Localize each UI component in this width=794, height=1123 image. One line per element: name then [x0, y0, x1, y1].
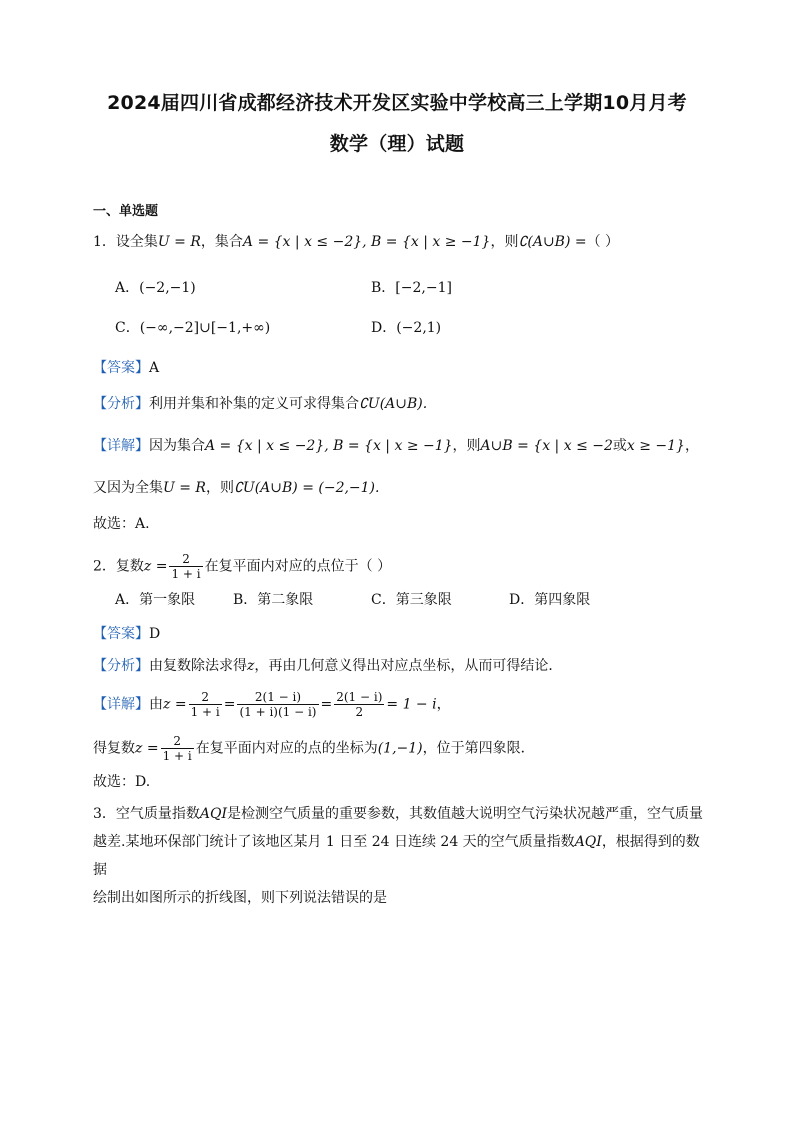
- q2-detail2-z: z =: [135, 740, 159, 757]
- q1-detail2-text: 又因为全集: [93, 480, 163, 496]
- detail-tag: 【详解】: [93, 438, 149, 454]
- analysis-tag: 【分析】: [93, 396, 149, 412]
- q1-analysis-expr: ∁U(A∪B).: [359, 396, 428, 412]
- q2-stem-prefix: 2．复数: [93, 558, 144, 575]
- q1-option-b: B．[−2,−1]: [371, 280, 452, 296]
- q2-detail-fraction3: [334, 690, 384, 719]
- q2-analysis-text: 由复数除法求得: [149, 658, 247, 674]
- fraction-numerator: 2(1 − i): [336, 690, 383, 704]
- analysis-tag: 【分析】: [93, 658, 149, 674]
- q1-answer: [93, 358, 159, 378]
- q1-blank: （ ）: [586, 234, 620, 250]
- q1-detail: [93, 436, 699, 456]
- q1-stem-tail: ，则: [490, 234, 519, 250]
- q2-detail-comma: ，: [436, 696, 451, 713]
- q3-line1: [93, 800, 705, 828]
- q2-analysis-text2: ，再由几何意义得出对应点坐标，从而可得结论．: [254, 658, 563, 674]
- q1-expr: (A∪B) =: [527, 234, 587, 250]
- q1-detail-text1: 因为集合: [149, 438, 205, 454]
- doc-title-line2: 数学（理）试题: [329, 133, 465, 155]
- q1-detail-union-end: x ≥ −1}: [626, 438, 685, 454]
- q3-aqi: AQI: [199, 806, 228, 822]
- answer-tag: 【答案】: [93, 360, 149, 376]
- q2-answer: [93, 624, 160, 644]
- q1-stem-mid: ，集合: [200, 234, 243, 250]
- q1-detail2-then: ，则: [205, 480, 234, 496]
- q2-stem: [93, 552, 391, 581]
- fraction-numerator: 2(1 − i): [237, 690, 318, 705]
- q2-analysis-z: z: [247, 658, 255, 674]
- q1-choose: 故选：A.: [93, 516, 150, 532]
- fraction-denominator: 2: [355, 705, 364, 719]
- equals-sign: =: [223, 696, 236, 713]
- q2-detail2-tail: 在复平面内对应的点的坐标为: [195, 740, 378, 757]
- q2-detail-result: = 1 − i: [386, 696, 437, 713]
- fraction-numerator: 2: [169, 552, 202, 567]
- q1-option-a: A．(−2,−1): [115, 280, 196, 296]
- q3-text3: 越差.某地环保部门统计了该地区某月 1 日至 24 日连续 24 天的空气质量指数: [93, 834, 575, 850]
- q3-text5: 绘制出如图所示的折线图，则下列说法错误的是: [93, 890, 387, 906]
- q2-option-c: C．第三象限: [371, 592, 452, 608]
- detail-tag: 【详解】: [93, 696, 149, 713]
- q1-stem-prefix: 1．设全集: [93, 234, 158, 250]
- q2-detail-fraction2: [237, 690, 318, 719]
- q1-detail2-expr: ∁U(A∪B) = (−2,−1).: [233, 480, 380, 496]
- fraction-numerator: 2: [189, 690, 222, 705]
- q2-detail2-point: (1,−1): [377, 740, 423, 757]
- q3-text2: 是检测空气质量的重要参数，其数值越大说明空气污染状况越严重，空气质量: [227, 806, 704, 822]
- q2-analysis: [93, 656, 562, 676]
- q2-detail2-fraction: [161, 734, 194, 763]
- q1-answer-value: A: [149, 360, 160, 376]
- q3-text4: ，根据得到的数据: [93, 834, 700, 878]
- q1-detail2-universal: U = R: [163, 480, 206, 496]
- q2-answer-value: D: [149, 626, 161, 642]
- q3-line3: [93, 884, 705, 912]
- q2-detail2: [93, 734, 535, 763]
- q2-fraction: [169, 552, 202, 581]
- q1-detail-comma: ，: [684, 438, 699, 454]
- q2-option-d: D．第四象限: [509, 592, 591, 608]
- q1-complement-symbol: ∁: [518, 234, 528, 250]
- q2-detail2-end: ，位于第四象限．: [422, 740, 535, 757]
- q2-detail-z: z =: [163, 696, 187, 713]
- fraction-denominator: 1 + i: [162, 749, 192, 763]
- q2-detail-fraction1: [189, 690, 222, 719]
- q1-detail-or: 或: [612, 438, 627, 454]
- q2-detail: [93, 690, 451, 719]
- q3-line2: [93, 828, 705, 884]
- fraction-numerator: 2: [161, 734, 194, 749]
- q1-stem: [93, 232, 619, 252]
- q3-aqi: AQI: [574, 834, 602, 850]
- q3-text1: 3．空气质量指数: [93, 806, 200, 822]
- q1-option-d: D．(−2,1): [371, 320, 442, 336]
- q1-analysis: [93, 394, 427, 414]
- q2-option-b: B．第二象限: [233, 592, 314, 608]
- equals-sign: =: [320, 696, 333, 713]
- fraction-denominator: 1 + i: [190, 705, 220, 719]
- q1-sets: A = {x | x ≤ −2}, B = {x | x ≥ −1}: [242, 234, 491, 250]
- fraction-denominator: 1 + i: [171, 567, 201, 581]
- section-heading: 一、单选题: [93, 204, 159, 219]
- q1-detail-union: A∪B = {x | x ≤ −2: [480, 438, 613, 454]
- q1-detail-sets: A = {x | x ≤ −2}, B = {x | x ≥ −1}: [205, 438, 453, 454]
- q1-option-c: C．(−∞,−2]∪[−1,+∞): [115, 320, 271, 336]
- q2-detail-by: 由: [149, 696, 163, 713]
- q2-stem-tail: 在复平面内对应的点位于（ ）: [204, 558, 392, 575]
- q1-detail2: [93, 478, 379, 498]
- q3-stem: [93, 800, 705, 912]
- q1-detail-text2: ，则: [452, 438, 481, 454]
- q2-option-a: A．第一象限: [115, 592, 196, 608]
- q2-z-eq: z =: [143, 558, 168, 575]
- q1-universal-set: U = R: [157, 234, 201, 250]
- q2-detail2-text: 得复数: [93, 740, 135, 757]
- answer-tag: 【答案】: [93, 626, 149, 642]
- doc-title-line1: 2024届四川省成都经济技术开发区实验中学校高三上学期10月月考: [107, 92, 687, 114]
- q2-choose: 故选：D.: [93, 774, 151, 790]
- q1-analysis-text: 利用并集和补集的定义可求得集合: [149, 396, 359, 412]
- fraction-denominator: (1 + i)(1 − i): [239, 705, 317, 719]
